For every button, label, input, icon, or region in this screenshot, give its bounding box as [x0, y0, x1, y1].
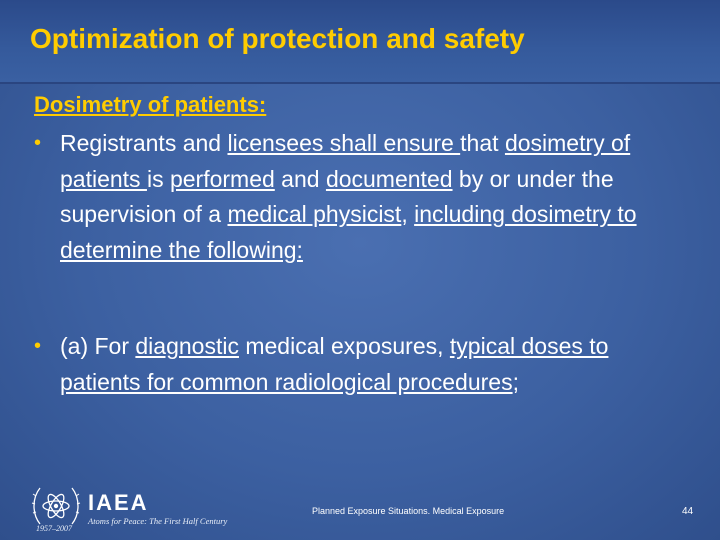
iaea-logo: [30, 482, 230, 538]
underlined-term: licensees shall ensure: [227, 130, 461, 156]
bullet-text: [60, 126, 694, 268]
section-subheading: Dosimetry of patients:: [34, 92, 267, 117]
bullet-dot-icon: •: [34, 335, 42, 357]
bullet-item-2: [34, 329, 694, 400]
bullet-text: [60, 329, 694, 400]
underlined-term: documented: [325, 165, 453, 192]
iaea-atom-emblem-icon: [30, 484, 82, 528]
underlined-term: dosimetry of patients: [60, 130, 631, 192]
logo-tagline: Atoms for Peace: The First Half Century: [88, 516, 228, 526]
title-divider: [0, 82, 720, 84]
logo-years: 1957–2007: [36, 524, 72, 533]
underlined-term: performed: [169, 165, 275, 192]
text-segment: Registrants and: [60, 130, 228, 156]
footer-text: Planned Exposure Situations. Medical Exposure: [312, 506, 505, 516]
bullet-dot-icon: •: [34, 132, 42, 154]
text-segment: and: [274, 165, 326, 192]
text-segment: that: [460, 130, 505, 156]
underlined-term: typical doses to patients for common radiological procedures: [60, 333, 609, 395]
text-segment: ;: [512, 368, 519, 395]
text-segment: by or under the supervision of a: [60, 165, 614, 227]
underlined-term: including dosimetry to determine the following:: [60, 201, 637, 263]
slide-title: Optimization of protection and safety: [30, 23, 525, 54]
text-segment: medical exposures,: [238, 333, 450, 359]
page-number: 44: [682, 506, 694, 517]
text-segment: ,: [401, 201, 415, 227]
logo-wordmark: IAEA: [88, 490, 149, 515]
text-segment: is: [146, 165, 170, 192]
underlined-term: diagnostic: [135, 333, 239, 359]
bullet-item-1: [34, 126, 694, 268]
underlined-term: medical physicist: [227, 201, 402, 227]
text-segment: (a) For: [60, 333, 136, 359]
